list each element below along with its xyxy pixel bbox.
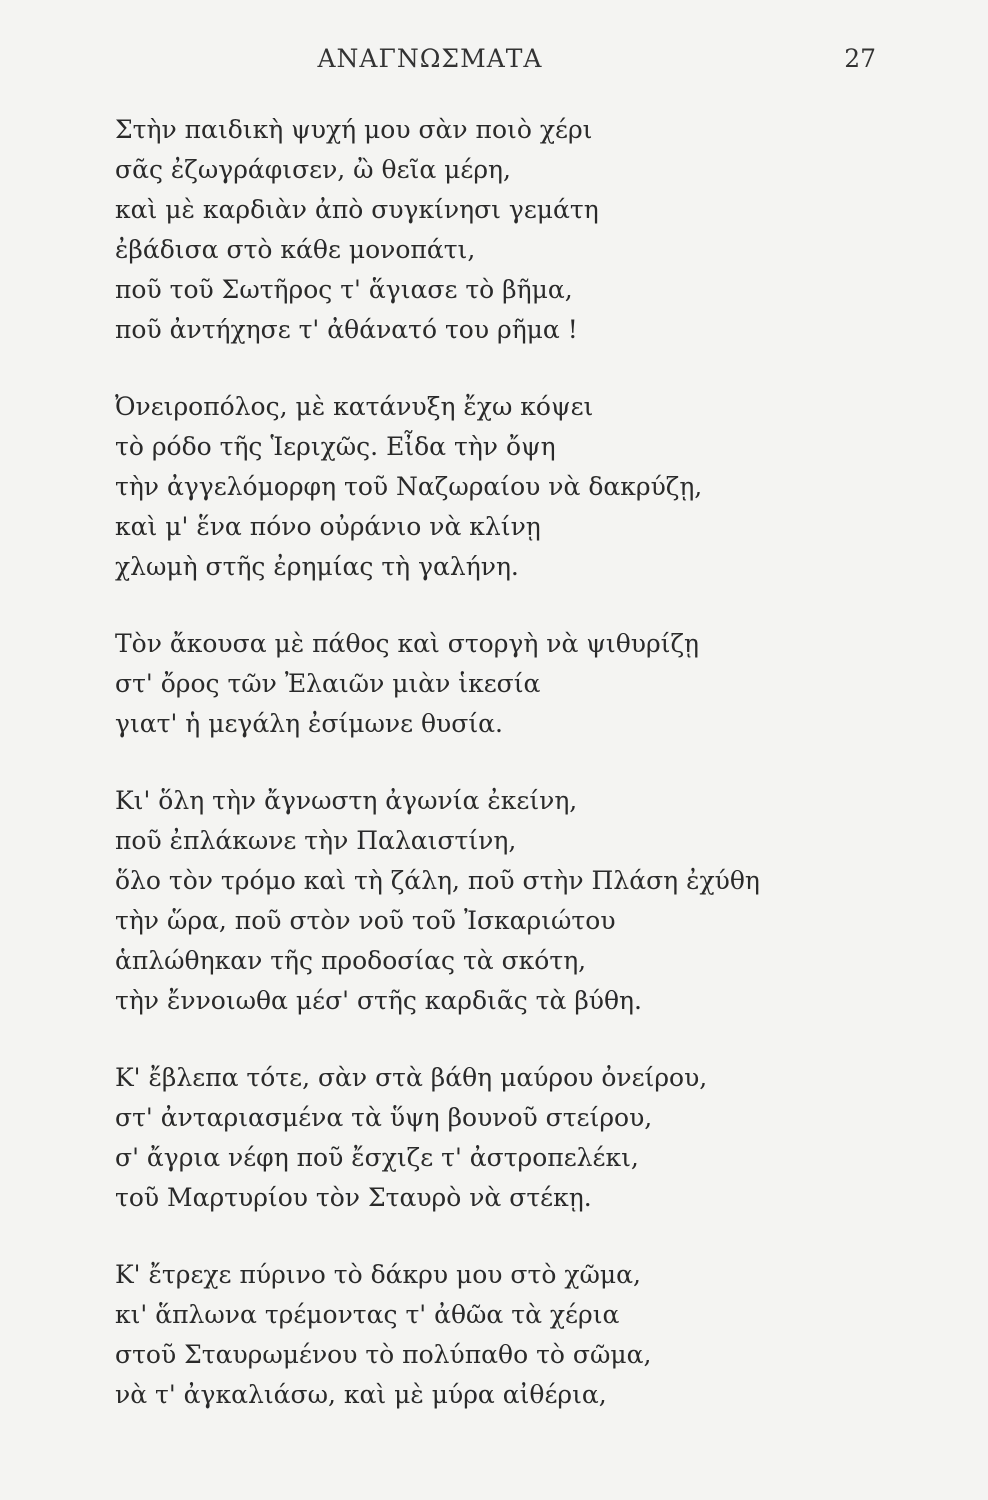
poem-line: τὸ ρόδο τῆς Ἱεριχῶς. Εἶδα τὴν ὄψη	[115, 432, 556, 461]
poem-line: ποῦ τοῦ Σωτῆρος τ' ἅγιασε τὸ βῆμα,	[115, 275, 573, 304]
poem-line: ποῦ ἀντήχησε τ' ἀθάνατό του ρῆμα !	[115, 315, 578, 344]
poem-line: σᾶς ἐζωγράφισεν, ὢ θεῖα μέρη,	[115, 155, 511, 184]
stanza	[115, 1255, 875, 1415]
poem-line: ἐβάδισα στὸ κάθε μονοπάτι,	[115, 235, 476, 264]
poem-line: Στὴν παιδικὴ ψυχή μου σὰν ποιὸ χέρι	[115, 115, 593, 144]
page-number: 27	[844, 44, 876, 73]
poem-line: νὰ τ' ἀγκαλιάσω, καὶ μὲ μύρα αἰθέρια,	[115, 1380, 607, 1409]
stanza	[115, 1058, 875, 1218]
stanza-gap	[115, 744, 875, 781]
poem-line: τὴν ὥρα, ποῦ στὸν νοῦ τοῦ Ἰσκαριώτου	[115, 906, 616, 935]
poem-line: Κι' ὅλη τὴν ἄγνωστη ἀγωνία ἐκείνη,	[115, 786, 578, 815]
poem-line: τὴν ἀγγελόμορφη τοῦ Ναζωραίου νὰ δακρύζῃ,	[115, 472, 703, 501]
poem-line: χλωμὴ στῆς ἐρημίας τὴ γαλήνη.	[115, 552, 519, 581]
poem-line: στ' ὄρος τῶν Ἐλαιῶν μιὰν ἱκεσία	[115, 669, 541, 698]
poem-line: Τὸν ἄκουσα μὲ πάθος καὶ στοργὴ νὰ ψιθυρίζῃ	[115, 629, 699, 658]
stanza-gap	[115, 587, 875, 624]
poem-line: Κ' ἔβλεπα τότε, σὰν στὰ βάθη μαύρου ὀνείρου,	[115, 1063, 708, 1092]
poem-line: τοῦ Μαρτυρίου τὸν Σταυρὸ νὰ στέκῃ.	[115, 1183, 592, 1212]
running-title: ΑΝΑΓΝΩΣΜΑΤΑ	[317, 44, 543, 73]
stanza	[115, 387, 875, 587]
stanza	[115, 781, 875, 1021]
poem	[115, 110, 875, 1415]
stanza-gap	[115, 350, 875, 387]
poem-line: ὅλο τὸν τρόμο καὶ τὴ ζάλη, ποῦ στὴν Πλάση ἐχύθη	[115, 866, 760, 895]
stanza-gap	[115, 1218, 875, 1255]
page-header	[0, 44, 988, 84]
stanza	[115, 110, 875, 350]
poem-line: Ὀνειροπόλος, μὲ κατάνυξη ἔχω κόψει	[115, 392, 594, 421]
poem-line: τὴν ἔννοιωθα μέσ' στῆς καρδιᾶς τὰ βύθη.	[115, 986, 642, 1015]
poem-line: καὶ μὲ καρδιὰν ἀπὸ συγκίνησι γεμάτη	[115, 195, 599, 224]
poem-line: κι' ἅπλωνα τρέμοντας τ' ἀθῶα τὰ χέρια	[115, 1300, 620, 1329]
poem-line: ἁπλώθηκαν τῆς προδοσίας τὰ σκότη,	[115, 946, 587, 975]
poem-line: καὶ μ' ἕνα πόνο οὐράνιο νὰ κλίνῃ	[115, 512, 541, 541]
poem-line: Κ' ἔτρεχε πύρινο τὸ δάκρυ μου στὸ χῶμα,	[115, 1260, 641, 1289]
stanza-gap	[115, 1021, 875, 1058]
poem-line: σ' ἄγρια νέφη ποῦ ἔσχιζε τ' ἀστροπελέκι,	[115, 1143, 639, 1172]
poem-line: στ' ἀνταριασμένα τὰ ὕψη βουνοῦ στείρου,	[115, 1103, 653, 1132]
stanza	[115, 624, 875, 744]
poem-line: στοῦ Σταυρωμένου τὸ πολύπαθο τὸ σῶμα,	[115, 1340, 652, 1369]
poem-line: ποῦ ἐπλάκωνε τὴν Παλαιστίνη,	[115, 826, 517, 855]
poem-line: γιατ' ἡ μεγάλη ἐσίμωνε θυσία.	[115, 709, 503, 738]
